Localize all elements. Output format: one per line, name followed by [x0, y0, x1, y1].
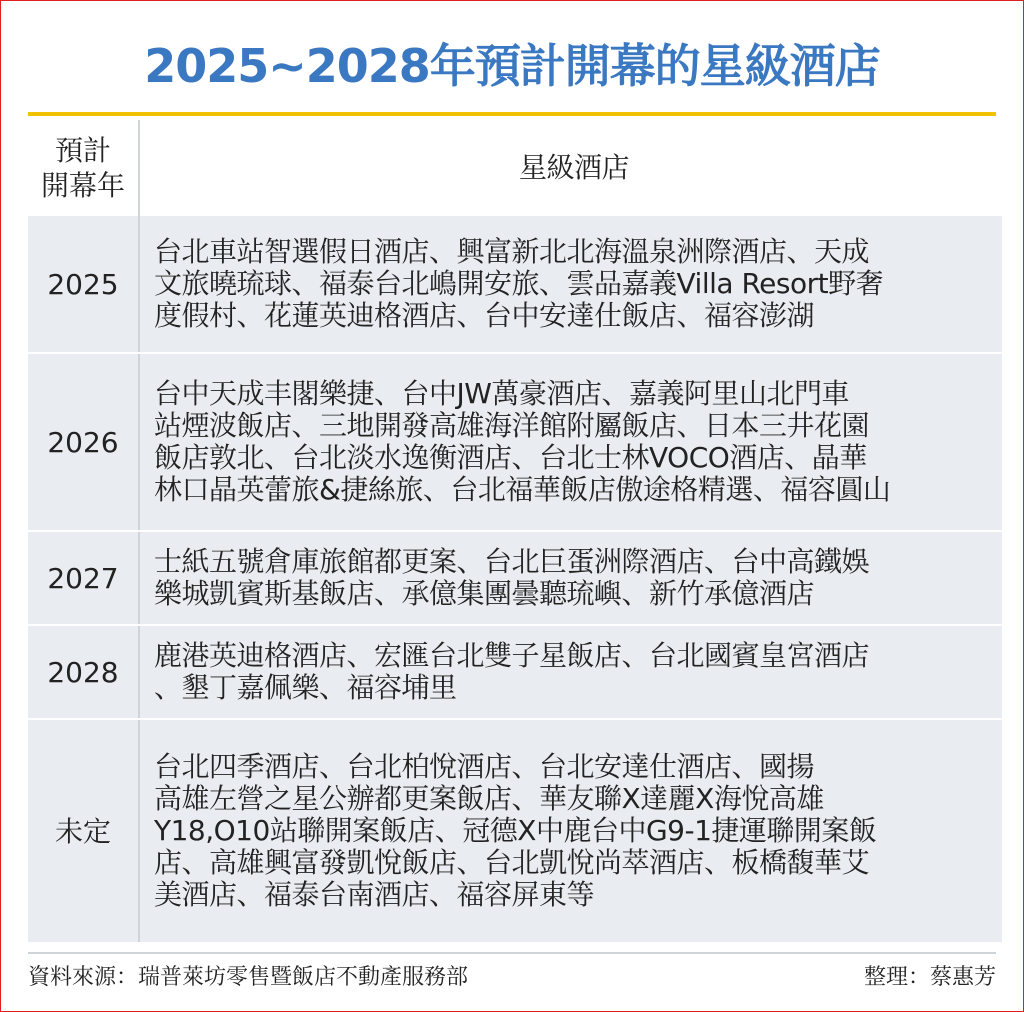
- row-year: 2025: [28, 216, 140, 352]
- row-year: 2028: [28, 626, 140, 718]
- row-hotels: 台中天成丰閣樂捷、台中JW萬豪酒店、嘉義阿里山北門車 站煙波飯店、三地開發高雄海洋館附屬飯店、日本三井花園 飯店敦北、台北淡水逸衡酒店、台北士林VOCO酒店、晶華 林口晶英蕾旅&捷絲旅、台北福華飯店傲途格精選、福容圓山: [154, 377, 891, 506]
- hotel-table: [28, 120, 1002, 942]
- source-note: 資料來源：瑞普萊坊零售暨飯店不動產服務部: [28, 965, 469, 990]
- table-row: [28, 720, 1002, 942]
- footer: [28, 952, 996, 991]
- header-hotels: 星級酒店: [518, 151, 629, 184]
- table-row: [28, 216, 1002, 352]
- row-hotels: 台北四季酒店、台北柏悅酒店、台北安達仕酒店、國揚 高雄左營之星公辦都更案飯店、華友聯X達麗X海悅高雄 Y18,O10站聯開案飯店、冠德X中鹿台中G9-1捷運聯開案飯 店、高雄興富發凱悅飯店、台北凱悅尚萃酒店、板橋馥華艾 美酒店、福泰台南酒店、福容屏東等: [154, 750, 877, 911]
- editor-credit: 整理：蔡惠芳: [863, 965, 996, 990]
- page-title: 2025~2028年預計開幕的星級酒店: [144, 39, 880, 93]
- table-row: [28, 354, 1002, 530]
- table-row: [28, 626, 1002, 718]
- header-year: 預計 開幕年: [28, 120, 140, 216]
- row-hotels: 台北車站智選假日酒店、興富新北北海溫泉洲際酒店、天成 文旅曉琉球、福泰台北嶋開安旅、雲品嘉義Villa Resort野奢 度假村、花蓮英迪格酒店、台中安達仕飯店、福容澎湖: [154, 235, 884, 332]
- row-year: 未定: [28, 720, 140, 942]
- table-header-row: [28, 120, 1002, 216]
- row-hotels: 士紙五號倉庫旅館都更案、台北巨蛋洲際酒店、台中高鐵娛 樂城凱賓斯基飯店、承億集團曇聽琉嶼、新竹承億酒店: [154, 545, 870, 610]
- row-year: 2027: [28, 532, 140, 624]
- table-row: [28, 532, 1002, 624]
- row-hotels: 鹿港英迪格酒店、宏匯台北雙子星飯店、台北國賓皇宮酒店 、墾丁嘉佩樂、福容埔里: [154, 639, 870, 704]
- title-divider: [28, 112, 996, 116]
- row-year: 2026: [28, 354, 140, 530]
